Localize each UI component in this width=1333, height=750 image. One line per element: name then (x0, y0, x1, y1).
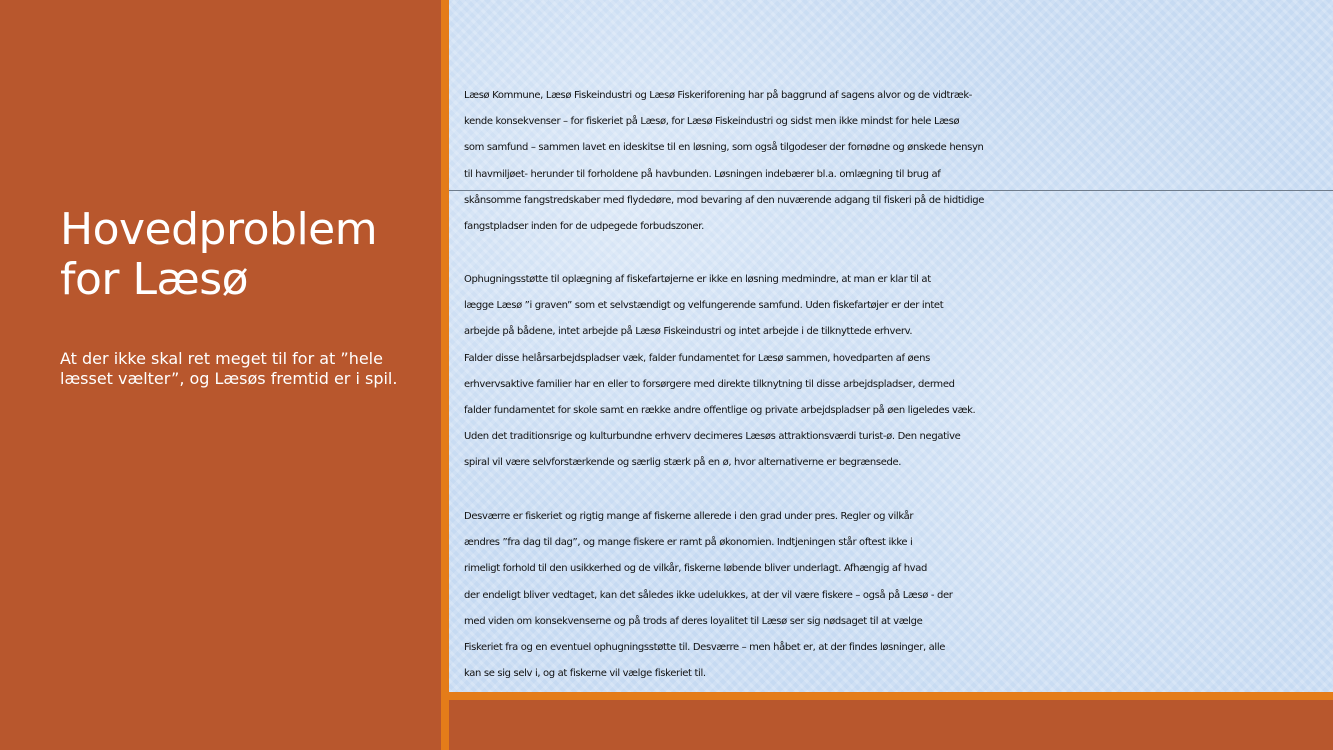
paragraph-line: spiral vil være selvforstærkende og særlig stærk på en ø, hvor alternativerne er begrænsede. (464, 457, 902, 469)
paragraph-line: Desværre er fiskeriet og rigtig mange af fiskerne allerede i den grad under pres. Regler og vilkår (464, 511, 914, 522)
paragraph-line: som samfund – sammen lavet en ideskitse til en løsning, som også tilgodeser der fornødne og ønskede hensyn (464, 142, 984, 154)
paragraph-line: rimeligt forhold til den usikkerhed og de vilkår, fiskerne løbende bliver underlagt. Afhængig af hvad (464, 563, 928, 575)
paragraph-line: Uden det traditionsrige og kulturbundne erhverv decimeres Læsøs attraktionsværdi turist-ø. Den negative (464, 431, 961, 443)
paragraph-line: arbejde på bådene, intet arbejde på Læsø Fiskeindustri og intet arbejde i de tilknyttede erhverv. (464, 326, 913, 338)
paragraph-line: kan se sig selv i, og at fiskerne vil vælge fiskeriet til. (464, 668, 706, 680)
left-panel (0, 0, 441, 750)
paragraph-2 (464, 267, 1330, 477)
paragraph-line: skånsomme fangstredskaber med flydedøre, mod bevaring af den nuværende adgang til fiskeri på de hidtidige (464, 194, 985, 206)
paragraph-1 (464, 83, 1330, 240)
paragraph-line: der endeligt bliver vedtaget, kan det således ikke udelukkes, at der vil være fiskere – også på Læsø - der (464, 589, 953, 601)
slide-subtitle: At der ikke skal ret meget til for at ”hele læsset vælter”, og Læsøs fremtid er i spil. (60, 349, 398, 388)
paragraph-line: med viden om konsekvenserne og på trods af deres loyalitet til Læsø ser sig nødsaget til at vælge (464, 615, 923, 627)
paragraph-line: Fiskeriet fra og en eventuel ophugningsstøtte til. Desværre – men håbet er, at der findes løsninger, alle (464, 642, 946, 654)
title-line-2: for Læsø (60, 254, 249, 305)
paragraph-line: falder fundamentet for skole samt en række andre offentlige og private arbejdspladser på øen ligeledes væk. (464, 405, 976, 417)
paragraph-line: Falder disse helårsarbejdspladser væk, falder fundamentet for Læsø sammen, hovedparten af øens (464, 352, 930, 364)
paragraph-line: kende konsekvenser – for fiskeriet på Læsø, for Læsø Fiskeindustri og sidst men ikke mindst for hele Læsø (464, 116, 960, 128)
accent-divider (441, 0, 449, 750)
accent-bottom-bar (449, 692, 1333, 700)
paragraph-line: til havmiljøet- herunder til forholdene på havbunden. Løsningen indebærer bl.a. omlægning til brug af (464, 168, 941, 180)
paragraph-line: erhvervsaktive familier har en eller to forsørgere med direkte tilknytning til disse arbejdspladser, dermed (464, 378, 955, 390)
title-line-1: Hovedproblem (60, 204, 378, 255)
paragraph-line: Ophugningsstøtte til oplægning af fiskefartøjerne er ikke en løsning medmindre, at man er klar til at (464, 274, 931, 285)
paragraph-line: Læsø Kommune, Læsø Fiskeindustri og Læsø Fiskeriforening har på baggrund af sagens alvor og de vidtræk- (464, 90, 973, 101)
paragraph-line: ændres ”fra dag til dag”, og mange fiskere er ramt på økonomien. Indtjeningen står oftest ikke i (464, 537, 913, 549)
paragraph-3 (464, 504, 1330, 687)
paragraph-line: fangstpladser inden for de udpegede forbudszoner. (464, 221, 704, 233)
bottom-strip (449, 700, 1333, 750)
paragraph-line: lægge Læsø ”i graven” som et selvstændigt og velfungerende samfund. Uden fiskefartøjer er der intet (464, 300, 944, 312)
slide-title (60, 205, 420, 305)
